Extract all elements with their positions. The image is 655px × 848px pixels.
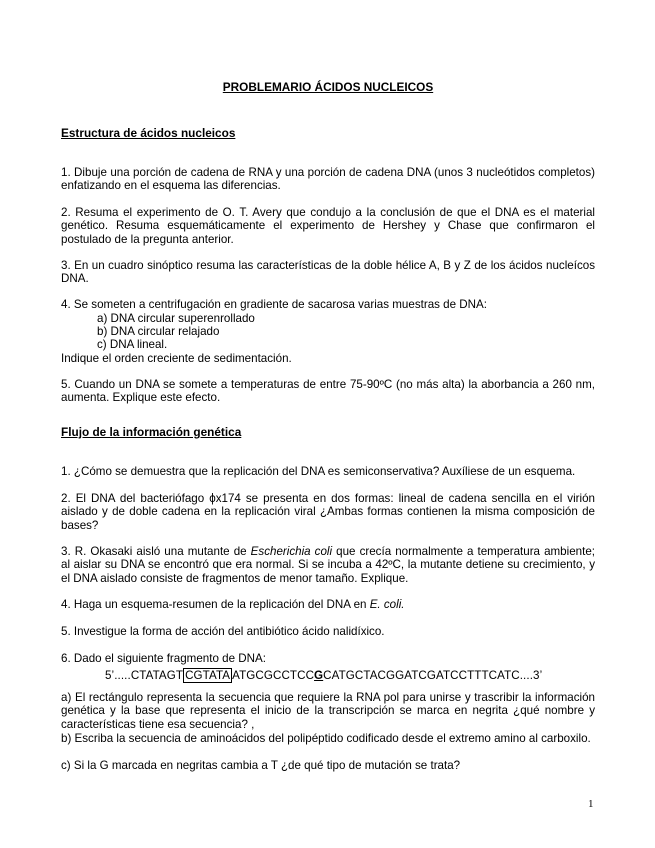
section-heading-flow: Flujo de la información genética (61, 425, 242, 439)
page-number: 1 (588, 798, 594, 810)
question-flow-6c: c) Si la G marcada en negritas cambia a T ¿de qué tipo de mutación se trata? (61, 759, 461, 772)
promoter-box: CGTATA (185, 669, 231, 682)
question-flow-3 (61, 545, 595, 585)
sequence-start: 5’.....CTATAGT (105, 669, 184, 682)
question-structure-4: 4. Se someten a centrifugación en gradiente de sacarosa varias muestras de DNA: (61, 298, 487, 311)
question-flow-6b: b) Escriba la secuencia de aminoácidos del polipéptido codificado desde el extremo amino al carboxilo. (61, 732, 591, 745)
question-flow-4 (61, 598, 595, 611)
question-flow-1: 1. ¿Cómo se demuestra que la replicación del DNA es semiconservativa? Auxíliese de un esquema. (61, 465, 576, 478)
question-flow-6a: a) El rectángulo representa la secuencia que requiere la RNA pol para unirse y trascribir la información genética y la base que representa el inicio de la transcripción se marca en negrita ¿qué nombre y características tiene esa secuencia? , (61, 691, 595, 731)
question-flow-5: 5. Investigue la forma de acción del antibiótico ácido nalidíxico. (61, 625, 385, 638)
question-flow-3-start: 3. R. Okasaki aisló una mutante de (61, 545, 251, 558)
question-flow-3-end: que crecía normalmente a temperatura ambiente; al aislar su DNA se encontró que era normal. Si se incuba a 42ºC, la mutante detiene su crecimiento, y el DNA aislado consiste de fragmentos de menor tamaño. Explique. (61, 545, 595, 585)
sequence-middle: ATGCGCCTCC (232, 669, 315, 682)
list-item: b) DNA circular relajado (97, 325, 220, 338)
list-item: a) DNA circular superenrollado (97, 312, 255, 325)
start-base: G (314, 669, 324, 682)
question-structure-4-tail: Indique el orden creciente de sedimentación. (61, 352, 292, 365)
question-flow-4-text: 4. Haga un esquema-resumen de la replicación del DNA en (61, 598, 370, 611)
question-structure-1: 1. Dibuje una porción de cadena de RNA y una porción de cadena DNA (unos 3 nucleótidos completos) enfatizando en el esquema las diferencias. (61, 166, 595, 193)
list-item: c) DNA lineal. (97, 338, 168, 351)
sequence-end: CATGCTACGGATCGATCCTTTCATC....3’ (323, 669, 543, 682)
species-name: Escherichia coli (250, 545, 333, 558)
question-structure-3: 3. En un cuadro sinóptico resuma las características de la doble hélice A, B y Z de los ácidos nucleícos DNA. (61, 259, 595, 286)
question-structure-5: 5. Cuando un DNA se somete a temperaturas de entre 75-90ºC (no más alta) la aborbancia a 260 nm, aumenta. Explique este efecto. (61, 378, 595, 405)
question-flow-6: 6. Dado el siguiente fragmento de DNA: (61, 652, 266, 665)
page-title: PROBLEMARIO ÁCIDOS NUCLEICOS (222, 80, 434, 94)
question-flow-2: 2. El DNA del bacteriófago ϕx174 se presenta en dos formas: lineal de cadena sencilla en el virión aislado y de doble cadena en la replicación viral ¿Ambas formas contienen la misma composición de bases? (61, 492, 595, 532)
species-abbrev: E. coli. (369, 598, 405, 611)
section-heading-structure: Estructura de ácidos nucleicos (61, 126, 236, 140)
dna-sequence (105, 669, 542, 683)
question-structure-2: 2. Resuma el experimento de O. T. Avery que condujo a la conclusión de que el DNA es el material genético. Resuma esquemáticamente el experimento de Hershey y Chase que confirmaron el postulado de la pregunta anterior. (61, 206, 595, 246)
